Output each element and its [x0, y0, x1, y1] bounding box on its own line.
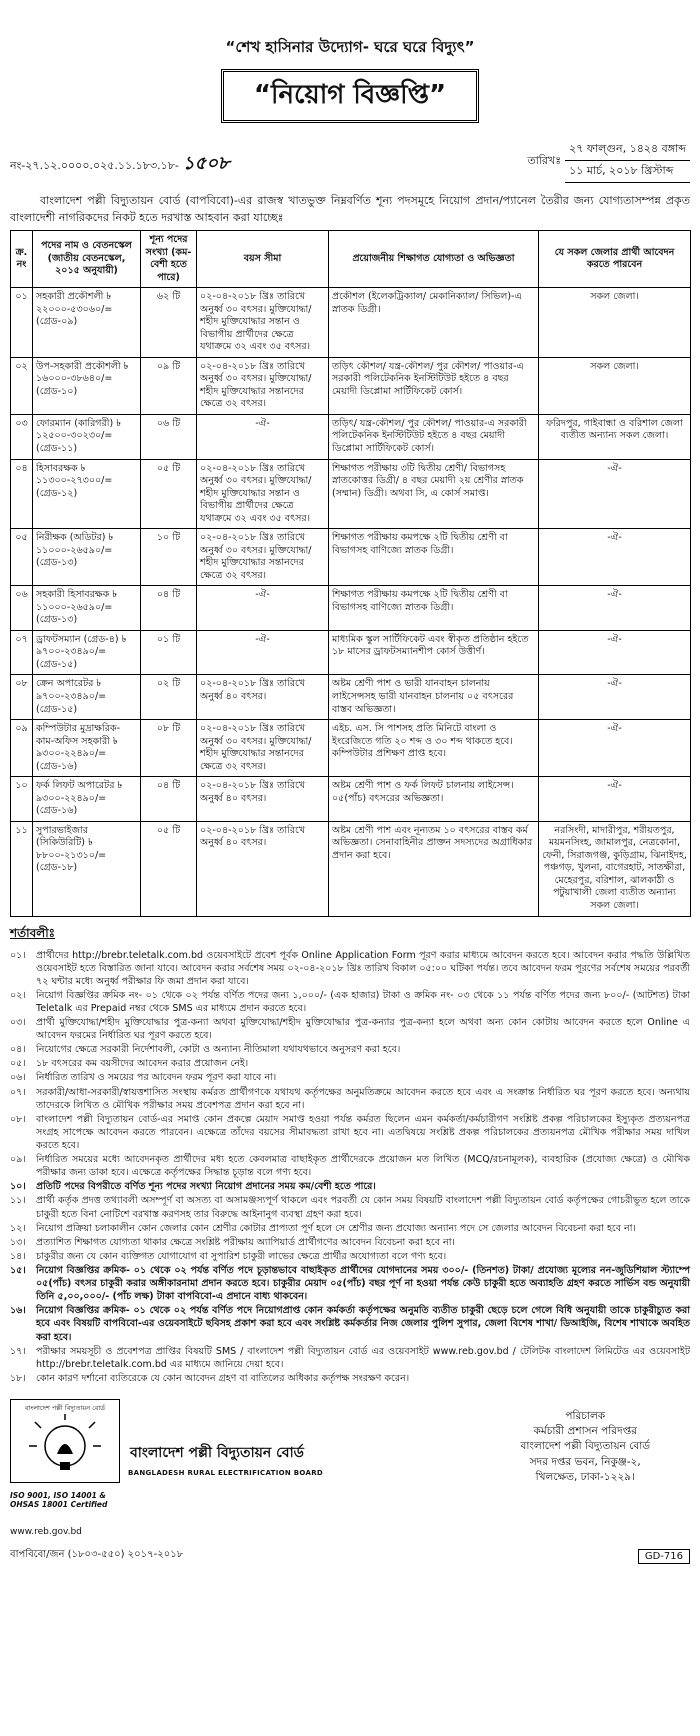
condition-number: ১৮।	[10, 1372, 26, 1384]
conditions-title: শর্তাবলীঃ	[10, 925, 56, 940]
table-row	[11, 630, 691, 675]
cell-post: ক্রেন অপারেটর ৳ ৯৭০০-২৩৪৯০/= (গ্রেড-১৫)	[33, 675, 141, 720]
header-post: পদের নাম ও বেতনস্কেল (জাতীয় বেতনস্কেল, ২০১৫ অনুযায়ী)	[33, 231, 141, 288]
condition-number: ১২।	[10, 1222, 26, 1234]
cell-district: -ঐ-	[539, 529, 691, 586]
table-row	[11, 586, 691, 631]
condition-item	[10, 1236, 690, 1249]
condition-text: পরীক্ষার সময়সূচী ও প্রবেশপত্র প্রাপ্তির বিষয়টি SMS / বাংলাদেশ পল্লী বিদ্যুতায়ন বোর্ড এর ওয়েবসাইট www.reb.gov.bd / টেলিটক বাংলাদেশ লিমিটেড এর ওয়েবসাইট http://brebr.teletalk.com.bd এর মাধ্যমে জানিয়ে দেয়া হবে।	[36, 1345, 690, 1370]
condition-item	[10, 1043, 690, 1056]
condition-item	[10, 1250, 690, 1263]
cell-sl: ০২	[11, 357, 33, 414]
cell-vacancy: ০১ টি	[141, 630, 197, 675]
cell-age: ০২-০৪-২০১৮ খ্রিঃ তারিখে অনুর্ধ্ব ৩০ বৎসর। মুক্তিযোদ্ধা/ শহীদ মুক্তিযোদ্ধার সন্তানদের ক্ষেত্রে ৩২ বৎসর।	[197, 357, 329, 414]
condition-number: ০১।	[10, 949, 26, 961]
cell-district: -ঐ-	[539, 720, 691, 777]
cell-age: ০২-০৪-২০১৮ খ্রিঃ তারিখে অনুর্ধ্ব ৩০ বৎসর। মুক্তিযোদ্ধা/ শহীদ মুক্তিযোদ্ধার সন্তানদের ক্ষেত্রে ৩২ বৎসর।	[197, 529, 329, 586]
condition-text: প্রার্থীদের http://brebr.teletalk.com.bd ওয়েবসাইটে প্রবেশ পূর্বক Online Application Form পূরণ করার মাধ্যমে আবেদন করতে হবে। আবেদন করার পদ্ধতি উল্লিখিত ওয়েবসাইট হতে বিস্তারিত জানা যাবে। আবেদন করার সর্বশেষ সময় ০২-০৪-২০১৮ খ্রিঃ তারিখ বিকাল ০৫:০০ ঘটিকা পর্যন্ত। তবে আবেদন ফরম পূরণের সর্বশেষ সময়ের পরবর্তী ৭২ ঘন্টার মধ্যে অনুর্ধ্ব পরীক্ষার ফি জমা প্রদান করা যাবে।	[36, 949, 690, 987]
bulb-icon	[11, 1414, 119, 1480]
cell-qualification: তড়িৎ/ যন্ত্র-কৌশল/ পুর কৌশল/ পাওয়ার-এ সরকারী পলিটেকনিক ইনস্টিটিউট হইতে ৪ বছর মেয়াদী ডিপ্লোমা সার্টিফিকেট কোর্স।	[329, 414, 539, 459]
cell-post: সহকারী হিসাবরক্ষক ৳ ১১০০০-২৬৫৯০/= (গ্রেড-১৩)	[33, 586, 141, 631]
condition-item	[10, 1372, 690, 1385]
condition-number: ০৭।	[10, 1086, 26, 1098]
reference-number	[10, 139, 230, 180]
table-row	[11, 288, 691, 358]
reference-text: নং-২৭.১২.০০০০.০২৫.১১.১৮৩.১৮-	[10, 159, 179, 172]
condition-item	[10, 949, 690, 988]
condition-number: ১৫।	[10, 1265, 26, 1277]
condition-number: ১৬।	[10, 1305, 26, 1317]
cell-district: ফরিদপুর, গাইবান্ধা ও বরিশাল জেলা ব্যতীত অন্যান্য সকল জেলা।	[539, 414, 691, 459]
cell-qualification: শিক্ষাগত পরীক্ষায় ৩টি দ্বিতীয় শ্রেণী/ বিভাগসহ স্নাতকোত্তর ডিগ্রী/ ৪ বছর মেয়াদী ২য় শ্রেণীর স্নাতক (সম্মান) ডিগ্রী। অথবা সি, এ কোর্স সমাপ্ত।	[329, 459, 539, 529]
signer-address-2: খিলক্ষেত, ঢাকা-১২২৯।	[535, 1470, 635, 1483]
cell-post: হিসাবরক্ষক ৳ ১১৩০০-২৭৩০০/= (গ্রেড-১২)	[33, 459, 141, 529]
condition-number: ০৫।	[10, 1058, 26, 1070]
table-row	[11, 777, 691, 822]
condition-number: ০৩।	[10, 1017, 26, 1029]
table-row	[11, 675, 691, 720]
condition-text: ১৮ বৎসরের কম বয়সীদের আবেদন করার প্রয়োজন নেই।	[36, 1058, 249, 1070]
condition-item	[10, 1180, 690, 1193]
table-header-row	[11, 231, 691, 288]
cell-vacancy: ০৫ টি	[141, 459, 197, 529]
table-row	[11, 414, 691, 459]
condition-number: ১১।	[10, 1195, 26, 1207]
footer	[10, 1399, 690, 1569]
condition-item	[10, 1264, 690, 1303]
cell-qualification: শিক্ষাগত পরীক্ষায় কমপক্ষে ২টি দ্বিতীয় শ্রেণী বা বিভাগসহ বাণিজ্যে স্নাতক ডিগ্রী।	[329, 586, 539, 631]
reb-logo	[10, 1399, 120, 1483]
cell-sl: ১১	[11, 821, 33, 916]
condition-text: চাকুরীর জন্য যে কোন ব্যক্তিগত যোগাযোগ বা সুপারিশ চাকুরী লাভের ক্ষেত্রে প্রার্থীর অযোগ্যতা বলে গণ্য হবে।	[36, 1250, 447, 1262]
cell-post: নিরীক্ষক (অডিটর) ৳ ১১০০০-২৬৫৯০/= (গ্রেড-১৩)	[33, 529, 141, 586]
cell-qualification: অষ্টম শ্রেণী পাশ ও ফর্ক লিফট চালনায় লাইসেন্স। ০৫(পাঁচ) বৎসরের অভিজ্ঞতা।	[329, 777, 539, 822]
cell-sl: ০৩	[11, 414, 33, 459]
header-vacancy: শূন্য পদের সংখ্যা (কম-বেশী হতে পারে)	[141, 231, 197, 288]
condition-text: নিয়োগ বিজ্ঞপ্তির ক্রমিক- ০১ থেকে ০২ পর্যন্ত বর্ণিত পদে নিয়োগপ্রাপ্ত কোন কর্মকর্তা কর্তৃপক্ষের অনুমতি ব্যতীত চাকুরী ছেড়ে চলে গেলে বিধি অনুযায়ী তাকে চাকুরীচ্যুত করা হবে এবং বিষয়টি বাপবিবো-এর ওয়েবসাইটে ছবিসহ প্রকাশ করা হবে এবং সংশ্লিষ্ট কর্মকর্তার নিজ জেলার পুলিশ সুপার, জেলা বিশেষ শাখা/ ডিআইজি, বিশেষ শাখাকে অবহিত করা হবে।	[36, 1305, 690, 1343]
condition-item	[10, 1153, 690, 1179]
publication-ref: বাপবিবো/জন (১৮০৩-৫৫০) ২০১৭-২০১৮	[10, 1549, 184, 1560]
logo-block	[10, 1399, 120, 1483]
condition-text: প্রতিটি পদের বিপরীতে বর্ণিত শূন্য পদের সংখ্যা নিয়োগ প্রদানের সময় কম/বেশী হতে পারে।	[36, 1181, 376, 1193]
cell-age: ০২-০৪-২০১৮ খ্রিঃ তারিখে অনুর্ধ্ব ৪০ বৎসর।	[197, 777, 329, 822]
header-age: বয়স সীমা	[197, 231, 329, 288]
cell-qualification: অষ্টম শ্রেণী পাশ এবং নূন্যতম ১০ বৎসরের বাস্তব কর্ম অভিজ্ঞতা। সেনাবাহিনীর প্রাক্তন সদস্যদের অগ্রাধিকার প্রদান করা হবে।	[329, 821, 539, 916]
board-name: বাংলাদেশ পল্লী বিদ্যুতায়ন বোর্ড	[130, 1445, 304, 1461]
condition-text: নিয়োগ বিজ্ঞপ্তির ক্রমিক- ০১ থেকে ০২ পর্যন্ত বর্ণিত পদে চূড়ান্তভাবে বাছাইকৃত প্রার্থীদের যোগদানের সময় ৩০০/- (তিনশত) টাকা/ প্রযোজ্য মূল্যের নন-জুডিশিয়াল স্ট্যাম্পে ০৫(পাঁচ) বৎসর চাকুরী করার অঙ্গীকারনামা প্রদান করতে হবে। চাকুরীর মেয়াদ ০৫(পাঁচ) বছর পূর্ণ না হওয়া পর্যন্ত কেউ চাকুরী হতে অব্যাহতি গ্রহণ করতে সার্ভিস বন্ড অনুযায়ী তিনি ৫,০০,০০০/- (পাঁচ লক্ষ) টাকা বাপবিবো-এ প্রদানে বাধ্য থাকবেন।	[36, 1265, 690, 1303]
condition-item	[10, 1194, 690, 1220]
logo-caption: বাংলাদেশ পল্লী বিদ্যুতায়ন বোর্ড	[24, 1404, 106, 1412]
signer-title: পরিচালক	[565, 1410, 606, 1422]
table-row	[11, 529, 691, 586]
condition-item	[10, 1222, 690, 1235]
website-link[interactable]: www.reb.gov.bd	[10, 1527, 82, 1537]
cell-post: কম্পিউটার মুদ্রাক্ষরিক-কাম-অফিস সহকারী ৳ ৯৩০০-২২৪৯০/= (গ্রেড-১৬)	[33, 720, 141, 777]
signer-address-1: সদর দপ্তর ভবন, নিকুঞ্জ-২,	[529, 1455, 641, 1468]
condition-item	[10, 1071, 690, 1084]
slogan: “শেখ হাসিনার উদ্যোগ- ঘরে ঘরে বিদ্যুৎ”	[225, 38, 475, 56]
cell-qualification: প্রকৌশল (ইলেকট্রিক্যাল/ মেকানিক্যাল/ সিভিল)-এ স্নাতক ডিগ্রী।	[329, 288, 539, 358]
condition-text: নিয়োগ প্রক্রিয়া চলাকালীন কোন জেলার কোন শ্রেণীর কোটার প্রাপ্যতা পূর্ণ হলে সে শ্রেণীর জন্য প্রযোজ্য অন্যান্য পদে সে জেলার আবেদন বিবেচনা করা হবে না।	[36, 1222, 636, 1234]
signer-dept: কর্মচারী প্রশাসন পরিদপ্তর	[533, 1425, 637, 1438]
table-row	[11, 720, 691, 777]
cell-sl: ০১	[11, 288, 33, 358]
cell-age: ০২-০৪-২০১৮ খ্রিঃ তারিখে অনুর্ধ্ব ৪০ বৎসর।	[197, 675, 329, 720]
intro-paragraph: বাংলাদেশ পল্লী বিদ্যুতায়ন বোর্ড (বাপবিবো)-এর রাজস্ব খাতভুক্ত নিম্নবর্ণিত শূন্য পদসমূহে নিয়োগ প্রদান/প্যানেল তৈরীর জন্য যোগ্যতাসম্পন্ন প্রকৃত বাংলাদেশী নাগরিকদের নিকট হতে দরখাস্ত আহবান করা যাচ্ছেঃ	[10, 194, 690, 224]
date-label: তারিখঃ	[527, 153, 562, 167]
cell-qualification: এইচ. এস. সি পাশসহ প্রতি মিনিটে বাংলা ও ইংরেজিতে গতি ২০ শব্দ ও ৩০ শব্দ থাকতে হবে। কম্পিউটার প্রশিক্ষণ প্রাপ্ত হবে।	[329, 720, 539, 777]
reference-row	[10, 139, 690, 183]
cell-vacancy: ০৮ টি	[141, 720, 197, 777]
cell-sl: ০৫	[11, 529, 33, 586]
cell-district: -ঐ-	[539, 459, 691, 529]
condition-item	[10, 1304, 690, 1343]
condition-text: নির্ধারিত তারিখ ও সময়ের পর আবেদন ফরম পূরণ করা যাবে না।	[36, 1072, 277, 1084]
cell-district: -ঐ-	[539, 675, 691, 720]
cell-vacancy: ৬২ টি	[141, 288, 197, 358]
cell-vacancy: ০৬ টি	[141, 414, 197, 459]
condition-number: ০২।	[10, 989, 26, 1001]
gd-number: GD-716	[638, 1549, 690, 1564]
condition-number: ০৯।	[10, 1154, 26, 1166]
condition-item	[10, 1016, 690, 1042]
iso-certification	[10, 1491, 107, 1510]
condition-item	[10, 1057, 690, 1070]
conditions-list	[10, 949, 690, 1386]
cell-vacancy: ০৯ টি	[141, 357, 197, 414]
cell-age: ০২-০৪-২০১৮ খ্রিঃ তারিখে অনুর্ধ্ব ৩০ বৎসর। মুক্তিযোদ্ধা/ শহীদ মুক্তিযোদ্ধার সন্তান ও বিভাগীয় প্রার্থীদের ক্ষেত্রে যথাক্রমে ৩২ এবং ৩৫ বৎসর।	[197, 288, 329, 358]
cell-qualification: মাধ্যমিক স্কুল সার্টিফিকেট এবং স্বীকৃত প্রতিষ্ঠান হইতে ১৮ মাসের ড্রাফটসম্যানশীপ কোর্স উত্তীর্ণ।	[329, 630, 539, 675]
cell-qualification: শিক্ষাগত পরীক্ষায় কমপক্ষে ২টি দ্বিতীয় শ্রেণী বা বিভাগসহ বাণিজ্যে স্নাতক ডিগ্রী।	[329, 529, 539, 586]
signatory-block	[521, 1409, 651, 1485]
cell-age: ০২-০৪-২০১৮ খ্রিঃ তারিখে অনুর্ধ্ব ৩০ বৎসর। মুক্তিযোদ্ধা/ শহীদ মুক্তিযোদ্ধার সন্তানদের ক্ষেত্রে ৩২ বৎসর।	[197, 720, 329, 777]
cell-vacancy: ১০ টি	[141, 529, 197, 586]
cell-age: ০২-০৪-২০১৮ খ্রিঃ তারিখে অনুর্ধ্ব ৪০ বৎসর।	[197, 821, 329, 916]
table-row	[11, 821, 691, 916]
condition-text: প্রার্থী কর্তৃক প্রদত্ত তথ্যাবলী অসম্পূর্ণ বা অসত্য বা অসামঞ্জস্যপূর্ণ থাকলে এবং পরবর্তী যে কোন সময় বিষয়টি বাংলাদেশ পল্লী বিদ্যুতায়ন বোর্ড কর্তৃপক্ষের গোচরীভূত হলে তাকে চাকুরী হতে বিনা নোটিশে বরখাস্ত করণসহ তার বিরুদ্ধে আইনানুগ ব্যবস্থা গ্রহণ করা হবে।	[36, 1195, 690, 1220]
header-sl: ক্র. নং	[11, 231, 33, 288]
condition-number: ০৮।	[10, 1113, 26, 1125]
signer-org: বাংলাদেশ পল্লী বিদ্যুতায়ন বোর্ড	[520, 1440, 650, 1453]
cell-district: -ঐ-	[539, 586, 691, 631]
condition-number: ১০।	[10, 1181, 26, 1193]
iso-line-2: OHSAS 18001 Certified	[10, 1500, 108, 1510]
condition-text: সরকারী/আধা-সরকারী/স্বায়ত্তশাসিত সংস্থায় কর্মরত প্রার্থীগণকে যথাযথ কর্তৃপক্ষের অনুমতিক্রমে আবেদন করতে হবে এবং এ সংক্রান্ত নির্ধারিত ঘর পূরণ করতে হবে। অন্যথায় তাদেরকে লিখিত ও মৌখিক পরীক্ষার সময় প্রবেশপত্র প্রদান করা হবে না।	[36, 1086, 690, 1111]
cell-district: -ঐ-	[539, 777, 691, 822]
condition-number: ০৪।	[10, 1044, 26, 1056]
date-english: ১১ মার্চ, ২০১৮ খ্রিস্টাব্দ	[565, 161, 690, 183]
cell-vacancy: ০২ টি	[141, 675, 197, 720]
header-qualification: প্রয়োজনীয় শিক্ষাগত যোগ্যতা ও অভিজ্ঞতা	[329, 231, 539, 288]
condition-text: প্রার্থী মুক্তিযোদ্ধা/শহীদ মুক্তিযোদ্ধার পুত্র-কন্যা অথবা মুক্তিযোদ্ধা/শহীদ মুক্তিযোদ্ধার পুত্র-কন্যার পুত্র-কন্যা হলে অথবা অন্য কোন কোটায় আবেদন করতে হলে Online এ আবেদন ফরমের নির্ধারিত ঘর পূরণ করতে হবে।	[36, 1017, 690, 1042]
cell-post: ফোরম্যান (কারিগরী) ৳ ১২৫০০-৩০২৩০/= (গ্রেড-১১)	[33, 414, 141, 459]
date-bangla: ২৭ ফাল্গুন, ১৪২৪ বঙ্গাব্দ	[565, 139, 690, 161]
cell-district: সকল জেলা।	[539, 288, 691, 358]
condition-item	[10, 1086, 690, 1112]
table-row	[11, 459, 691, 529]
cell-post: উপ-সহকারী প্রকৌশলী ৳ ১৬০০০-৩৮৬৪০/= (গ্রেড-১০)	[33, 357, 141, 414]
condition-number: ১৪।	[10, 1250, 26, 1262]
cell-district: সকল জেলা।	[539, 357, 691, 414]
cell-sl: ০৮	[11, 675, 33, 720]
date-block	[527, 139, 690, 183]
notice-title: “নিয়োগ বিজ্ঞপ্তি”	[221, 69, 479, 123]
cell-age: -ঐ-	[197, 630, 329, 675]
cell-vacancy: ০৪ টি	[141, 586, 197, 631]
cell-post: ফর্ক লিফট অপারেটর ৳ ৯৩০০-২২৪৯০/= (গ্রেড-১৬)	[33, 777, 141, 822]
posts-table	[10, 230, 691, 917]
condition-number: ১৭।	[10, 1345, 26, 1357]
cell-age: -ঐ-	[197, 586, 329, 631]
cell-sl: ১০	[11, 777, 33, 822]
condition-text: নির্ধারিত সময়ের মধ্যে আবেদনকৃত প্রার্থীদের মধ্য হতে কেবলমাত্র বাছাইকৃত প্রার্থীদেরকে প্রয়োজন মত লিখিত (MCQ/রচনামূলক), ব্যবহারিক (প্রযোজ্য ক্ষেত্রে) ও মৌখিক পরীক্ষার জন্য ডাকা হবে। এক্ষেত্রে কর্তৃপক্ষের সিদ্ধান্ত চূড়ান্ত বলে গণ্য হবে।	[36, 1154, 690, 1179]
cell-sl: ০৭	[11, 630, 33, 675]
cell-sl: ০৯	[11, 720, 33, 777]
condition-text: কোন কারণ দর্শানো ব্যতিরেকে যে কোন আবেদন গ্রহণ বা বাতিলের অধিকার কর্তৃপক্ষ সংরক্ষণ করেন।	[36, 1372, 410, 1384]
table-row	[11, 357, 691, 414]
reference-handwritten: ১৫০৮	[182, 153, 230, 174]
cell-post: সুপারভাইজার (সিকিউরিটি) ৳ ৮৮০০-২১৩১০/= (গ্রেড-১৮)	[33, 821, 141, 916]
cell-post: ড্রাফটসম্যান (গ্রেড-৪) ৳ ৯৭০০-২৩৪৯০/= (গ্রেড-১৫)	[33, 630, 141, 675]
condition-text: প্রত্যাশিত শিক্ষাগত যোগ্যতা থাকার ক্ষেত্রে সংশ্লিষ্ট পরীক্ষায় অ্যাপিয়ার্ড প্রার্থীগণের আবেদন বিবেচনা করা হবে না।	[36, 1236, 455, 1248]
condition-item	[10, 1113, 690, 1152]
iso-line-1: ISO 9001, ISO 14001 &	[10, 1491, 106, 1500]
cell-age: ০২-০৪-২০১৮ খ্রিঃ তারিখে অনুর্ধ্ব ৩০ বৎসর। মুক্তিযোদ্ধা/ শহীদ মুক্তিযোদ্ধার সন্তান ও বিভাগীয় প্রার্থীদের ক্ষেত্রে যথাক্রমে ৩২ এবং ৩৫ বৎসর।	[197, 459, 329, 529]
cell-qualification: তড়িৎ কৌশল/ যন্ত্র-কৌশল/ পুর কৌশল/ পাওয়ার-এ সরকারী পলিটেকনিক ইনস্টিটিউট হইতে ৪ বছর মেয়াদী ডিপ্লোমা সার্টিফিকেট কোর্স।	[329, 357, 539, 414]
cell-sl: ০৬	[11, 586, 33, 631]
header-district: যে সকল জেলার প্রার্থী আবেদন করতে পারবেন	[539, 231, 691, 288]
condition-number: ০৬।	[10, 1072, 26, 1084]
condition-text: বাংলাদেশ পল্লী বিদ্যুতায়ন বোর্ড-এর সমাপ্ত কোন প্রকল্পে মেয়াদ সমাপ্ত হওয়া পর্যন্ত কর্মরত ছিলেন এমন কর্মকর্তা/কর্মচারীগণ সংশ্লিষ্ট প্রকল্প পরিচালকের ইস্যুকৃত প্রত্যয়নপত্র সংগ্রহ সাপেক্ষে আবেদন করতে পারবেন। এক্ষেত্রে তাঁদের বয়সের সীমাবদ্ধতা রাখা হবে না। এতদ্বিষয়ে সংশ্লিষ্ট প্রকল্প পরিচালকের প্রত্যয়নপত্র মৌখিক পরীক্ষার সময় দাখিল করতে হবে।	[36, 1113, 690, 1152]
cell-vacancy: ০৫ টি	[141, 821, 197, 916]
cell-qualification: অষ্টম শ্রেণী পাশ ও ভারী যানবাহন চালনায় লাইসেন্সসহ ভারী যানবাহন চালনায় ০৫ বৎসরের বাস্তব অভিজ্ঞতা।	[329, 675, 539, 720]
cell-vacancy: ০৪ টি	[141, 777, 197, 822]
cell-age: -ঐ-	[197, 414, 329, 459]
condition-item	[10, 989, 690, 1015]
condition-item	[10, 1345, 690, 1371]
board-name-english: BANGLADESH RURAL ELECTRIFICATION BOARD	[128, 1469, 324, 1477]
cell-post: সহকারী প্রকৌশলী ৳ ২২০০০-৫৩০৬০/= (গ্রেড-০৯)	[33, 288, 141, 358]
condition-number: ১৩।	[10, 1236, 26, 1248]
condition-text: নিয়োগ বিজ্ঞপ্তির ক্রমিক নং- ০১ থেকে ০২ পর্যন্ত বর্ণিত পদের জন্য ১,০০০/- (এক হাজার) টাকা ও ক্রমিক নং- ০৩ থেকে ১১ পর্যন্ত বর্ণিত পদের জন্য ৮০০/- (আটশত) টাকা Teletalk এর Prepaid নম্বর থেকে SMS এর মাধ্যমে প্রদান করতে হবে।	[36, 989, 690, 1014]
cell-district: নরসিংদী, মাদারীপুর, শরীয়তপুর, ময়মনসিংহ, জামালপুর, নেত্রকোনা, ফেনী, সিরাজগঞ্জ, কুড়িগ্রাম, ঝিনাইদহ, পঞ্চগড়, খুলনা, বাগেরহাট, সাতক্ষীরা, মেহেরপুর, বরিশাল, ঝালকাঠী ও পটুয়াখালী জেলা ব্যতীত অন্যান্য সকল জেলা।	[539, 821, 691, 916]
cell-sl: ০৪	[11, 459, 33, 529]
cell-district: -ঐ-	[539, 630, 691, 675]
condition-text: নিয়োগের ক্ষেত্রে সরকারী নির্দেশাবলী, কোটা ও অন্যান্য নীতিমালা যথাযথভাবে অনুসরণ করা হবে।	[36, 1044, 401, 1056]
notice-page	[10, 36, 690, 1569]
